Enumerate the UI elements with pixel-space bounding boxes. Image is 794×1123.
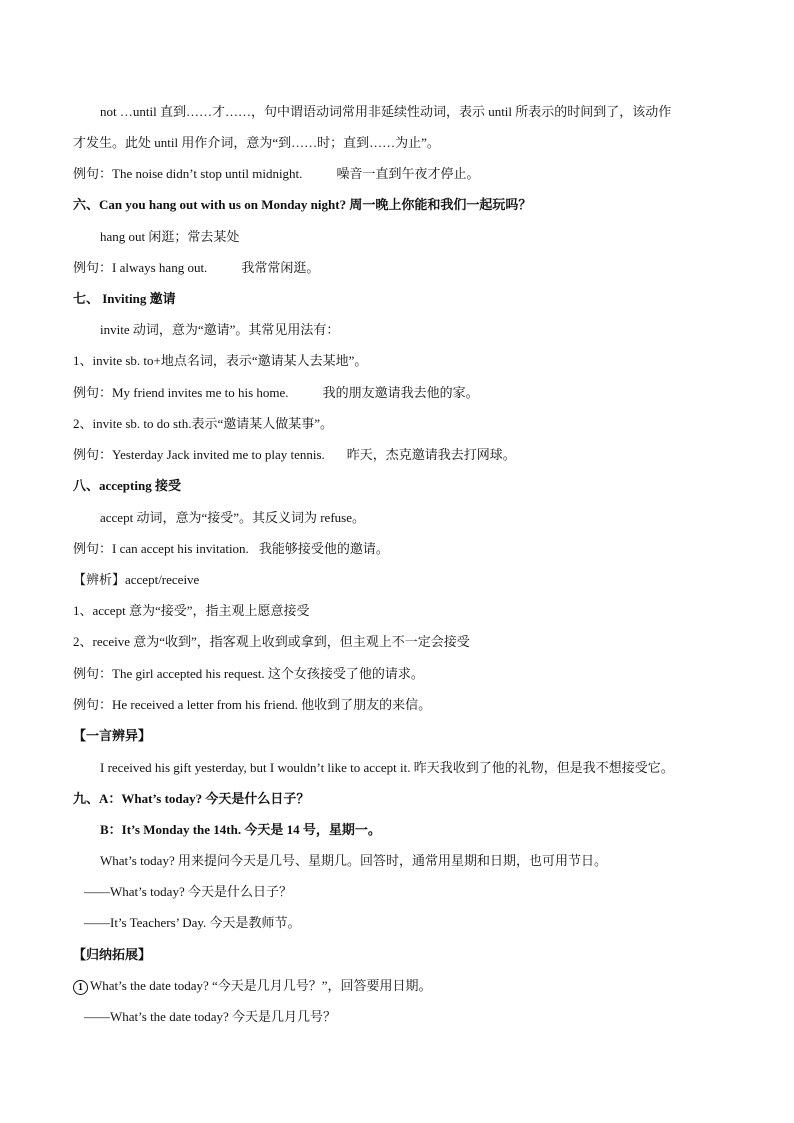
dialogue-question: ——What’s today? 今天是什么日子？	[84, 884, 292, 899]
section-6-heading: 六、Can you hang out with us on Monday night? 周一晚上你能和我们一起玩吗？	[73, 197, 532, 212]
summary-point-text: What’s the date today? “今天是几月几号？”，回答要用日期。	[90, 978, 432, 993]
example-en: 例句：I always hang out.	[73, 260, 208, 275]
invite-usage-1: 1、invite sb. to+地点名词，表示“邀请某人去某地”。	[73, 353, 368, 368]
dialogue-answer: ——It’s Teachers’ Day. 今天是教师节。	[84, 915, 301, 930]
summary-heading: 【归纳拓展】	[73, 947, 152, 962]
example-en: 例句：I can accept his invitation.	[73, 541, 249, 556]
one-sentence-heading: 【一言辨异】	[73, 728, 152, 743]
example-en: 例句：The noise didn’t stop until midnight.	[73, 166, 303, 181]
example-accepted: 例句：The girl accepted his request. 这个女孩接受了他的请求。	[73, 666, 424, 681]
example-invite-1	[73, 383, 479, 403]
section-9-heading-b: B：It’s Monday the 14th. 今天是 14 号，星期一。	[100, 822, 381, 837]
example-hang-out	[73, 258, 319, 278]
distinction-heading: 【辨析】accept/receive	[73, 572, 200, 587]
invite-definition: invite 动词，意为“邀请”。其常见用法有：	[100, 322, 340, 337]
example-received: 例句：He received a letter from his friend. 他收到了朋友的来信。	[73, 697, 432, 712]
date-dialogue-question: ——What’s the date today? 今天是几月几号？	[84, 1009, 337, 1024]
invite-usage-2: 2、invite sb. to do sth.表示“邀请某人做某事”。	[73, 416, 333, 431]
text-line-until-prep: 才发生。此处 until 用作介词，意为“到……时；直到……为止”。	[73, 135, 440, 150]
one-sentence-example: I received his gift yesterday, but I wouldn’t like to accept it. 昨天我收到了他的礼物，但是我不想接受它。	[100, 760, 674, 775]
example-zh: 昨天，杰克邀请我去打网球。	[346, 447, 516, 462]
hang-out-definition: hang out 闲逛；常去某处	[100, 229, 240, 244]
section-9-heading-a: 九、A：What’s today? 今天是什么日子？	[73, 791, 310, 806]
example-zh: 我的朋友邀请我去他的家。	[322, 385, 479, 400]
summary-point-1	[73, 976, 432, 996]
example-zh: 我常常闲逛。	[241, 260, 320, 275]
accept-meaning: 1、accept 意为“接受”，指主观上愿意接受	[73, 603, 310, 618]
example-accept	[73, 539, 389, 559]
example-en: 例句：Yesterday Jack invited me to play tennis.	[73, 447, 325, 462]
example-en: 例句：My friend invites me to his home.	[73, 385, 289, 400]
receive-meaning: 2、receive 意为“收到”，指客观上收到或拿到，但主观上不一定会接受	[73, 634, 470, 649]
accept-definition: accept 动词，意为“接受”。其反义词为 refuse。	[100, 510, 365, 525]
whats-today-explanation: What’s today? 用来提问今天是几号、星期几。回答时，通常用星期和日期，也可用节日。	[100, 853, 607, 868]
example-zh: 我能够接受他的邀请。	[258, 541, 389, 556]
text-line-until: not …until 直到……才……，句中谓语动词常用非延续性动词，表示 until 所表示的时间到了，该动作	[100, 104, 672, 119]
section-7-heading: 七、 Inviting 邀请	[73, 291, 176, 306]
section-8-heading: 八、accepting 接受	[73, 478, 181, 493]
example-until	[73, 164, 479, 184]
circled-number: 1	[73, 980, 88, 995]
example-zh: 噪音一直到午夜才停止。	[336, 166, 480, 181]
example-invite-2	[73, 445, 516, 465]
